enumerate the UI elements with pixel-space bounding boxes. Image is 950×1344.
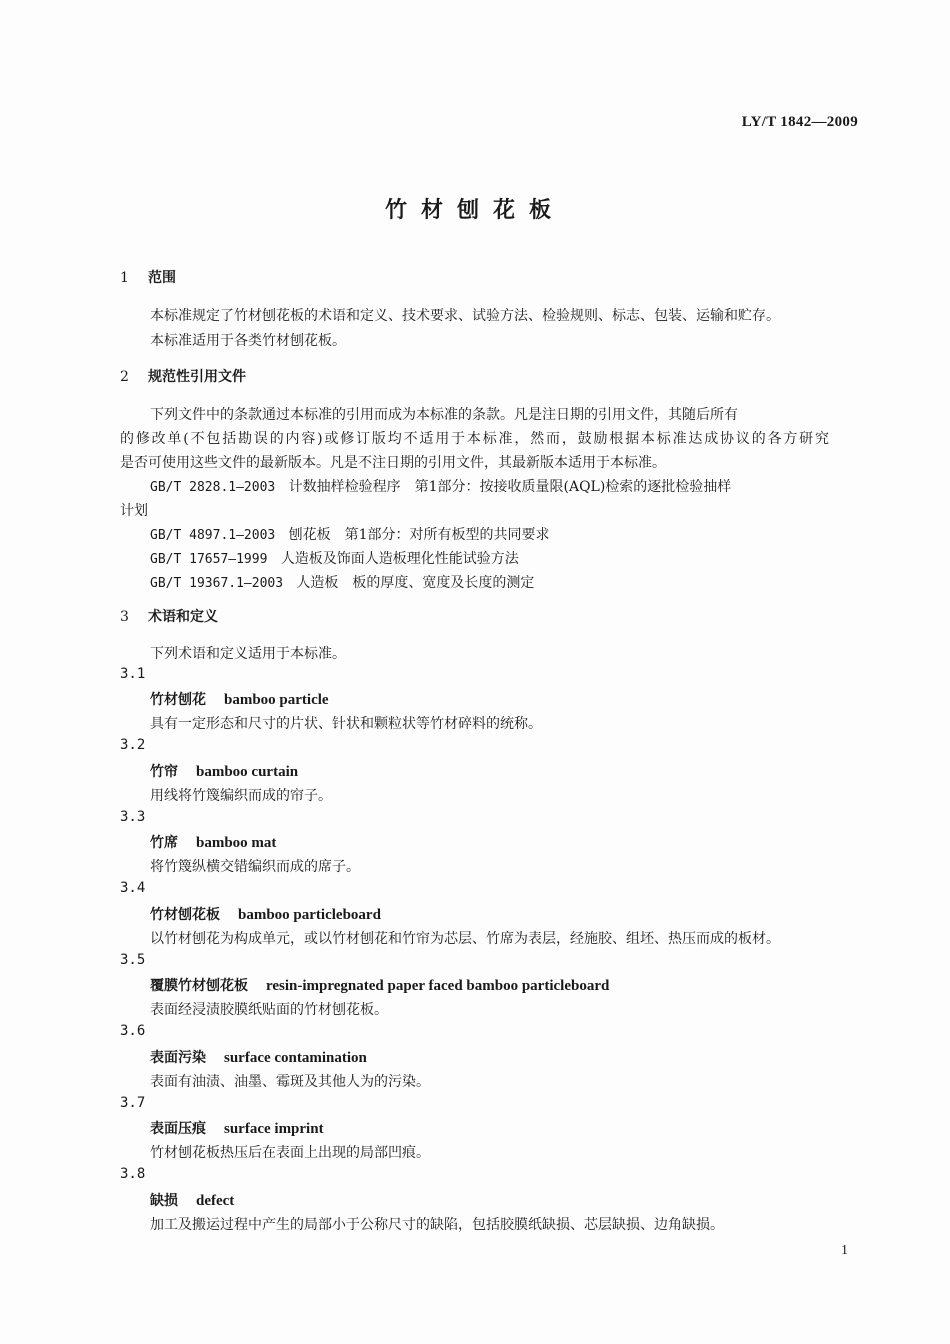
term-chinese: 表面污染 [150,1050,206,1066]
section-2-heading [120,366,246,386]
reference-title: 人造板 板的厚度、宽度及长度的测定 [296,575,535,591]
term-heading [150,761,298,781]
term-english: defect [196,1193,235,1209]
term-number: 3.1 [120,666,146,682]
term-chinese: 覆膜竹材刨花板 [150,978,248,994]
reference-code: GB/T 2828.1—2003 [150,480,276,495]
term-chinese: 竹帘 [150,764,178,780]
reference-item [150,524,550,544]
document-title: 竹材刨花板 [384,197,565,223]
reference-item [150,548,519,568]
section-title: 规范性引用文件 [148,369,246,385]
term-heading [150,975,609,995]
term-number: 3.4 [120,880,146,896]
term-definition: 加工及搬运过程中产生的局部小于公称尺寸的缺陷，包括胶膜纸缺损、芯层缺损、边角缺损。 [150,1217,724,1233]
term-chinese: 竹席 [150,835,178,851]
term-definition: 具有一定形态和尺寸的片状、针状和颗粒状等竹材碎料的统称。 [150,716,542,732]
section-number: 1 [120,270,129,286]
term-number: 3.6 [120,1023,146,1039]
term-definition: 竹材刨花板热压后在表面上出现的局部凹痕。 [150,1145,430,1161]
term-english: bamboo curtain [196,764,299,780]
reference-title: 人造板及饰面人造板理化性能试验方法 [280,551,519,567]
paragraph-line: 是否可使用这些文件的最新版本。凡是不注日期的引用文件，其最新版本适用于本标准。 [120,455,666,471]
reference-code: GB/T 4897.1—2003 [150,528,276,543]
term-english: bamboo particleboard [238,907,381,923]
term-chinese: 表面压痕 [150,1121,206,1137]
term-english: bamboo particle [224,692,329,708]
term-number: 3.7 [120,1095,146,1111]
reference-code: GB/T 17657—1999 [150,552,268,567]
standard-code: LY/T 1842—2009 [741,114,858,130]
section-number: 3 [120,609,129,625]
term-definition: 以竹材刨花为构成单元，或以竹材刨花和竹帘为芯层、竹席为表层，经施胶、组坯、热压而成的板材。 [150,931,780,947]
section-title: 术语和定义 [148,609,218,625]
term-number: 3.8 [120,1166,146,1182]
section-number: 2 [120,369,129,385]
term-english: surface contamination [224,1050,367,1066]
term-definition: 表面有油渍、油墨、霉斑及其他人为的污染。 [150,1074,430,1090]
reference-code: GB/T 19367.1—2003 [150,576,284,591]
reference-title: 刨花板 第1部分：对所有板型的共同要求 [288,527,550,543]
term-definition: 表面经浸渍胶膜纸贴面的竹材刨花板。 [150,1002,388,1018]
reference-item [150,476,829,496]
reference-title-continued: 计划 [120,503,148,519]
term-number: 3.5 [120,952,146,968]
term-heading [150,1047,367,1067]
section-1-heading [120,267,176,287]
term-chinese: 竹材刨花 [150,692,206,708]
term-english: bamboo mat [196,835,277,851]
term-chinese: 竹材刨花板 [150,907,220,923]
term-definition: 将竹篾纵横交错编织而成的席子。 [150,859,360,875]
term-heading [150,1118,324,1138]
paragraph-line: 的修改单(不包括勘误的内容)或修订版均不适用于本标准，然而，鼓励根据本标准达成协议的各方研究 [120,431,829,447]
term-english: surface imprint [224,1121,324,1137]
term-heading [150,1190,234,1210]
paragraph: 本标准适用于各类竹材刨花板。 [150,333,346,349]
term-heading [150,832,276,852]
term-heading [150,689,329,709]
paragraph: 下列术语和定义适用于本标准。 [150,646,346,662]
paragraph: 本标准规定了竹材刨花板的术语和定义、技术要求、试验方法、检验规则、标志、包装、运输和贮存。 [150,308,780,324]
term-heading [150,904,381,924]
reference-item [150,572,534,592]
term-chinese: 缺损 [150,1193,178,1209]
term-definition: 用线将竹篾编织而成的帘子。 [150,788,332,804]
page-number: 1 [841,1243,848,1258]
term-english: resin-impregnated paper faced bamboo particleboard [266,978,610,994]
term-number: 3.3 [120,809,146,825]
term-number: 3.2 [120,737,146,753]
section-3-heading [120,606,218,626]
section-title: 范围 [148,270,176,286]
reference-title: 计数抽样检验程序 第1部分：按接收质量限(AQL)检索的逐批检验抽样 [288,479,732,495]
paragraph: 下列文件中的条款通过本标准的引用而成为本标准的条款。凡是注日期的引用文件，其随后所有 [150,407,738,423]
